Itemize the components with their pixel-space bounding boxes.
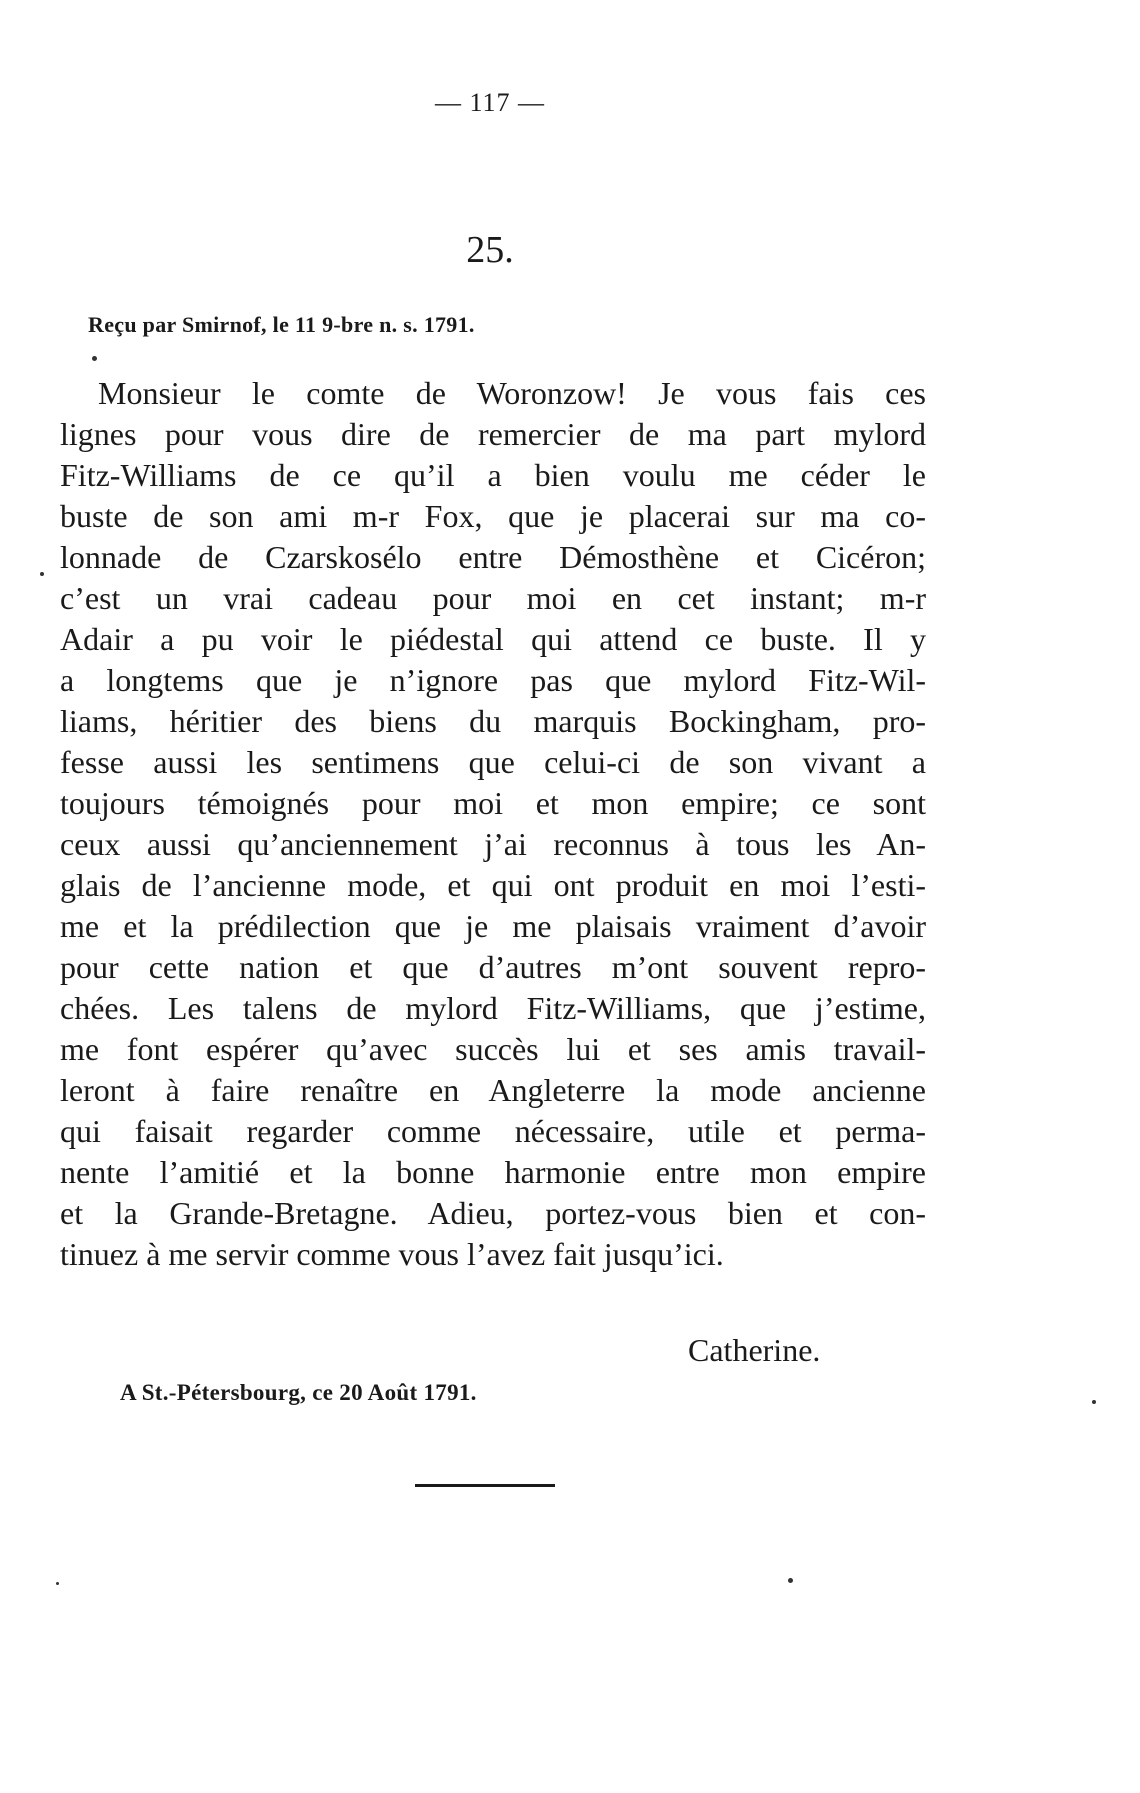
body-line: nente l’amitié et la bonne harmonie entre mon empire <box>60 1154 926 1190</box>
body-line: c’est un vrai cadeau pour moi en cet instant; m-r <box>60 580 926 616</box>
closing-rule <box>415 1484 555 1487</box>
body-line: leront à faire renaître en Angleterre la mode ancienne <box>60 1072 926 1108</box>
body-line: a longtems que je n’ignore pas que mylord Fitz-Wil- <box>60 662 926 698</box>
body-line: fesse aussi les sentimens que celui-ci de son vivant a <box>60 744 926 780</box>
letter-body <box>60 373 926 1275</box>
body-line: buste de son ami m-r Fox, que je placerai sur ma co- <box>60 498 926 534</box>
scan-speck <box>92 356 97 361</box>
body-line: glais de l’ancienne mode, et qui ont produit en moi l’esti- <box>60 867 926 903</box>
body-line: pour cette nation et que d’autres m’ont souvent repro- <box>60 949 926 985</box>
scan-speck <box>1092 1400 1096 1404</box>
body-line: Monsieur le comte de Woronzow! Je vous fais ces <box>98 375 926 411</box>
place-date: A St.-Pétersbourg, ce 20 Août 1791. <box>120 1380 477 1405</box>
body-line: liams, héritier des biens du marquis Bockingham, pro- <box>60 703 926 739</box>
body-line: me font espérer qu’avec succès lui et ses amis travail- <box>60 1031 926 1067</box>
body-line: Fitz-Williams de ce qu’il a bien voulu me céder le <box>60 457 926 493</box>
body-line: lonnade de Czarskosélo entre Démosthène et Cicéron; <box>60 539 926 575</box>
scan-speck <box>56 1582 59 1585</box>
received-note: Reçu par Smirnof, le 11 9-bre n. s. 1791. <box>88 312 475 337</box>
body-line: lignes pour vous dire de remercier de ma part mylord <box>60 416 926 452</box>
body-line: chées. Les talens de mylord Fitz-Williams, que j’estime, <box>60 990 926 1026</box>
body-line: me et la prédilection que je me plaisais vraiment d’avoir <box>60 908 926 944</box>
body-line: et la Grande-Bretagne. Adieu, portez-vous bien et con- <box>60 1195 926 1231</box>
body-line: qui faisait regarder comme nécessaire, utile et perma- <box>60 1113 926 1149</box>
page-number: — 117 — <box>434 88 546 117</box>
body-line: ceux aussi qu’anciennement j’ai reconnus à tous les An- <box>60 826 926 862</box>
signature: Catherine. <box>688 1332 821 1368</box>
scan-speck <box>788 1578 793 1583</box>
scan-speck <box>40 572 44 576</box>
letter-number: 25. <box>466 229 514 271</box>
body-line: Adair a pu voir le piédestal qui attend ce buste. Il y <box>60 621 926 657</box>
body-line: toujours témoignés pour moi et mon empire; ce sont <box>60 785 926 821</box>
body-line: tinuez à me servir comme vous l’avez fait jusqu’ici. <box>60 1236 724 1272</box>
